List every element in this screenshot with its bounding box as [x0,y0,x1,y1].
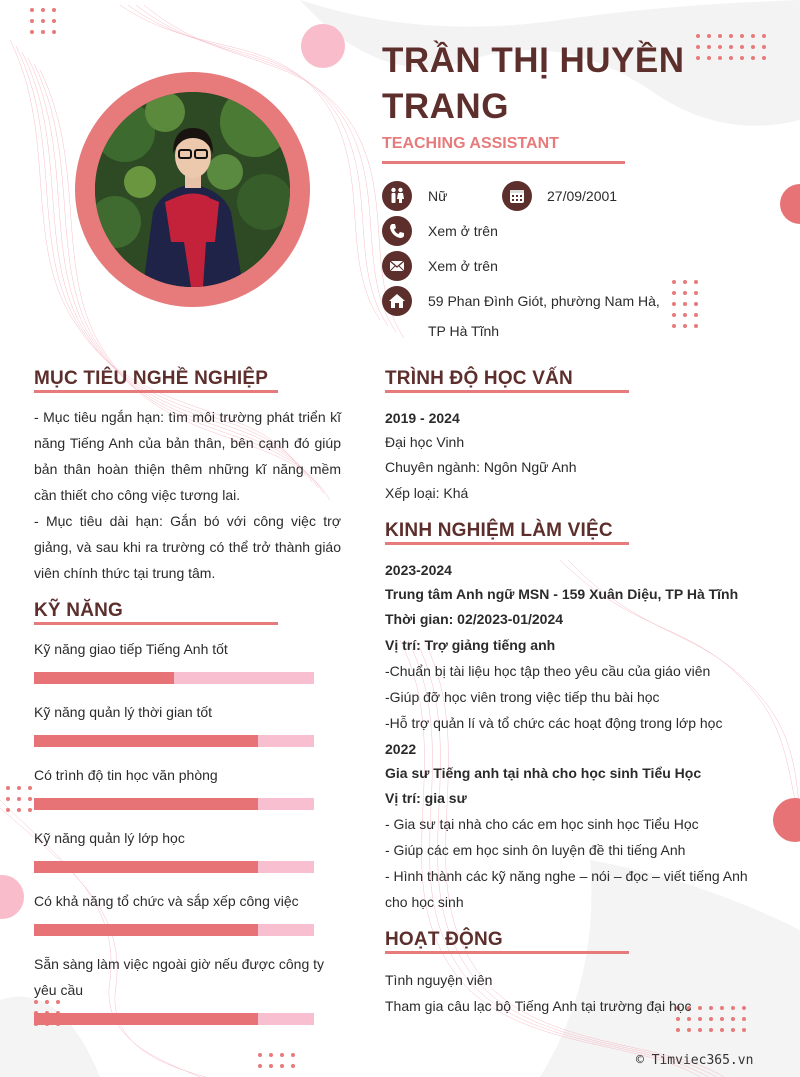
decorative-dots [672,280,698,328]
skill-bar-fill [34,672,174,684]
title-underline [382,161,625,164]
skills-underline [34,622,278,625]
objective-short-term: - Mục tiêu ngắn hạn: tìm môi trường phát triển kĩ năng Tiếng Anh của bản thân, bên cạnh đó giúp bản thân hoàn thiện thêm những kĩ năng mềm cần thiết cho công việc tương lai. [34,409,341,503]
phone-icon [382,216,412,246]
job1-company: Trung tâm Anh ngữ MSN - 159 Xuân Diệu, TP Hà Tĩnh [385,586,739,602]
education-heading: TRÌNH ĐỘ HỌC VẤN [385,368,573,389]
objective-long-term: - Mục tiêu dài hạn: Gắn bó với công việc trợ giảng, và sau khi ra trường có thể trở thành giáo viên chính thức tại trung tâm. [34,513,341,581]
skill-bar [34,924,314,936]
job2-task: - Hình thành các kỹ năng nghe – nói – đọc – viết tiếng Anh [385,868,748,884]
skill-label: Sẵn sàng làm việc ngoài giờ nếu được công ty yêu cầu [34,956,325,998]
skill-bar [34,1013,314,1025]
home-icon [382,286,412,316]
address-line-1: 59 Phan Đình Giót, phường Nam Hà, [428,293,660,309]
job2-task: - Gia sư tại nhà cho các em học sinh học Tiểu Học [385,816,699,832]
decorative-dots [30,8,56,34]
objective-heading: MỤC TIÊU NGHỀ NGHIỆP [34,368,269,389]
experience-underline [385,542,629,545]
job1-task: -Hỗ trợ quản lí và tổ chức các hoạt động trong lớp học [385,715,723,731]
objective-underline [34,390,278,393]
watermark: © Timviec365.vn [636,1053,754,1068]
candidate-name: TRẦN THỊ HUYỀN TRANG [382,41,685,126]
activities-heading: HOẠT ĐỘNG [385,929,503,950]
skills-heading: KỸ NĂNG [34,600,124,621]
activity-item: Tham gia câu lạc bộ Tiếng Anh tại trường đại học [385,998,692,1014]
activity-item: Tình nguyện viên [385,972,493,988]
skill-bar-fill [34,861,258,873]
job1-task: -Chuẩn bị tài liệu học tập theo yêu cầu của giáo viên [385,663,711,679]
education-underline [385,390,629,393]
phone-value: Xem ở trên [428,223,498,239]
decorative-dots [258,1053,295,1068]
avatar [95,92,290,287]
skill-label: Kỹ năng quản lý thời gian tốt [34,704,213,720]
job1-time: Thời gian: 02/2023-01/2024 [385,611,564,627]
skill-label: Kỹ năng quản lý lớp học [34,830,185,846]
job1-position: Vị trí: Trợ giảng tiếng anh [385,637,556,653]
skill-bar [34,798,314,810]
job1-task: -Giúp đỡ học viên trong việc tiếp thu bài học [385,689,660,705]
skill-bar-fill [34,735,258,747]
address-line-2: TP Hà Tĩnh [428,323,500,339]
job-title: TEACHING ASSISTANT [382,135,559,152]
skill-bar-fill [34,924,258,936]
education-school: Đại học Vinh [385,434,465,450]
gender-value: Nữ [428,188,448,204]
education-rank: Xếp loại: Khá [385,485,469,501]
job2-company: Gia sư Tiếng anh tại nhà cho học sinh Tiểu Học [385,765,702,781]
skill-label: Có khả năng tổ chức và sắp xếp công việc [34,893,299,909]
birthday-value: 27/09/2001 [547,188,618,204]
skill-label: Kỹ năng giao tiếp Tiếng Anh tốt [34,641,228,657]
skill-bar [34,672,314,684]
email-value: Xem ở trên [428,258,498,274]
skill-bar [34,861,314,873]
skill-bar-fill [34,798,258,810]
gender-icon [382,181,412,211]
skill-bar [34,735,314,747]
education-major: Chuyên ngành: Ngôn Ngữ Anh [385,459,577,475]
job2-task: - Giúp các em học sinh ôn luyện đề thi tiếng Anh [385,842,686,858]
education-period: 2019 - 2024 [385,410,460,426]
job2-year: 2022 [385,741,417,757]
calendar-icon [502,181,532,211]
email-icon [382,251,412,281]
job2-task: cho học sinh [385,894,464,910]
activities-underline [385,951,629,954]
decorative-dots [6,786,32,812]
experience-heading: KINH NGHIỆM LÀM VIỆC [385,520,613,541]
skill-bar-fill [34,1013,258,1025]
job2-position: Vị trí: gia sư [385,790,467,806]
job1-year: 2023-2024 [385,562,452,578]
skill-label: Có trình độ tin học văn phòng [34,767,218,783]
